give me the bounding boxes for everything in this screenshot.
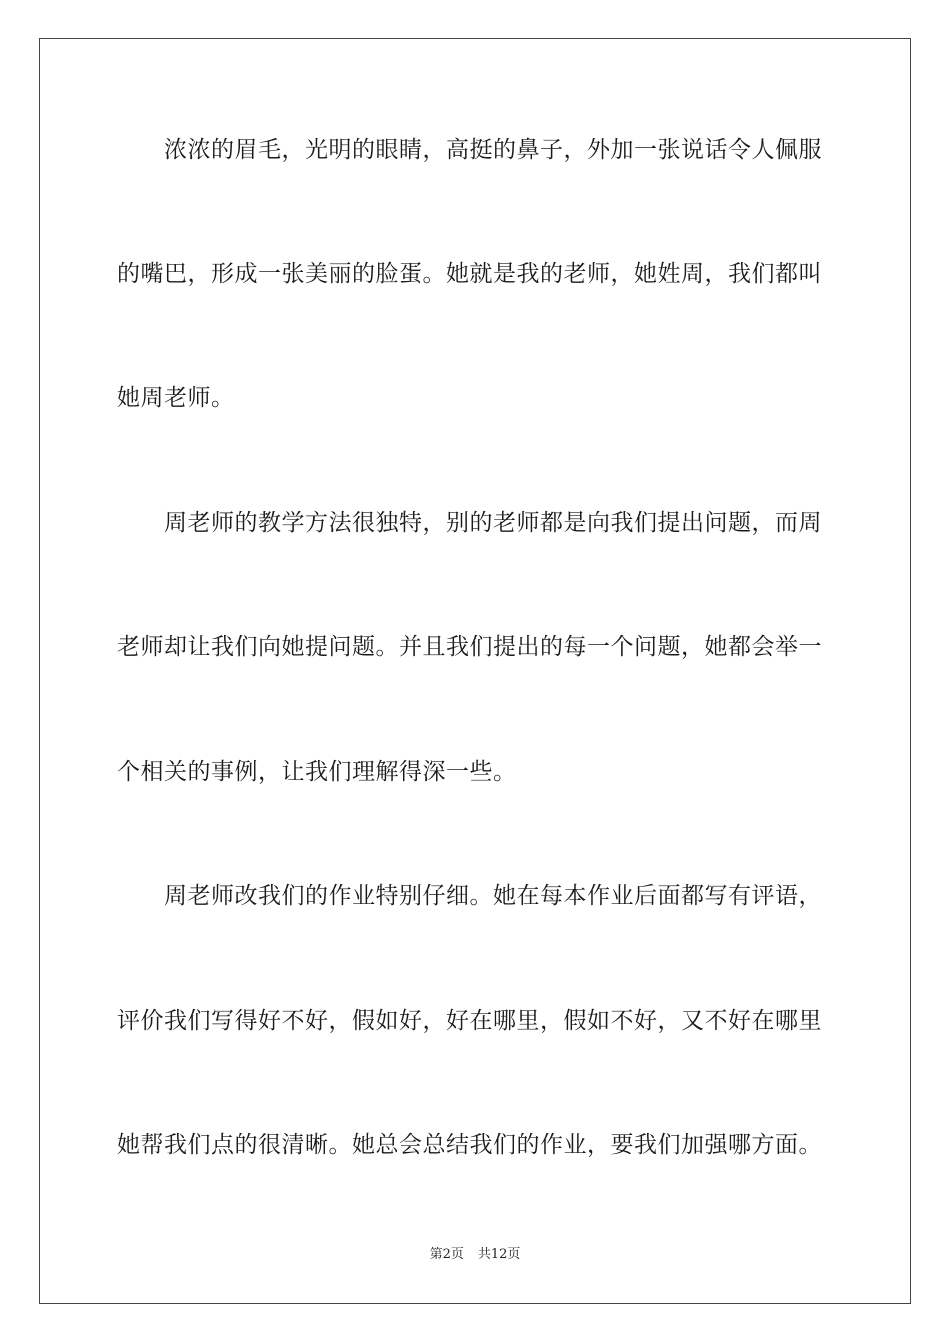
paragraph-1-line-1: 浓浓的眉毛，光明的眼睛，高挺的鼻子，外加一张说话令人佩服 <box>164 137 822 163</box>
paragraph-1-line-3: 她周老师。 <box>117 385 235 411</box>
paragraph-3-line-3: 她帮我们点的很清晰。她总会总结我们的作业，要我们加强哪方面。 <box>117 1132 822 1158</box>
paragraph-3-line-1: 周老师改我们的作业特别仔细。她在每本作业后面都写有评语， <box>164 883 822 909</box>
paragraph-2-line-2: 老师却让我们向她提问题。并且我们提出的每一个问题，她都会举一 <box>117 634 822 660</box>
paragraph-2-line-3: 个相关的事例，让我们理解得深一些。 <box>117 759 517 785</box>
paragraph-1-line-2: 的嘴巴，形成一张美丽的脸蛋。她就是我的老师，她姓周，我们都叫 <box>117 261 822 287</box>
paragraph-2-line-1: 周老师的教学方法很独特，别的老师都是向我们提出问题，而周 <box>164 510 822 536</box>
page-footer <box>0 1246 950 1264</box>
current-page-label: 第2页 <box>429 1247 464 1262</box>
paragraph-3-line-2: 评价我们写得好不好，假如好，好在哪里，假如不好，又不好在哪里 <box>117 1008 822 1034</box>
page-frame <box>39 38 911 1304</box>
total-pages-label: 共12页 <box>477 1247 521 1262</box>
